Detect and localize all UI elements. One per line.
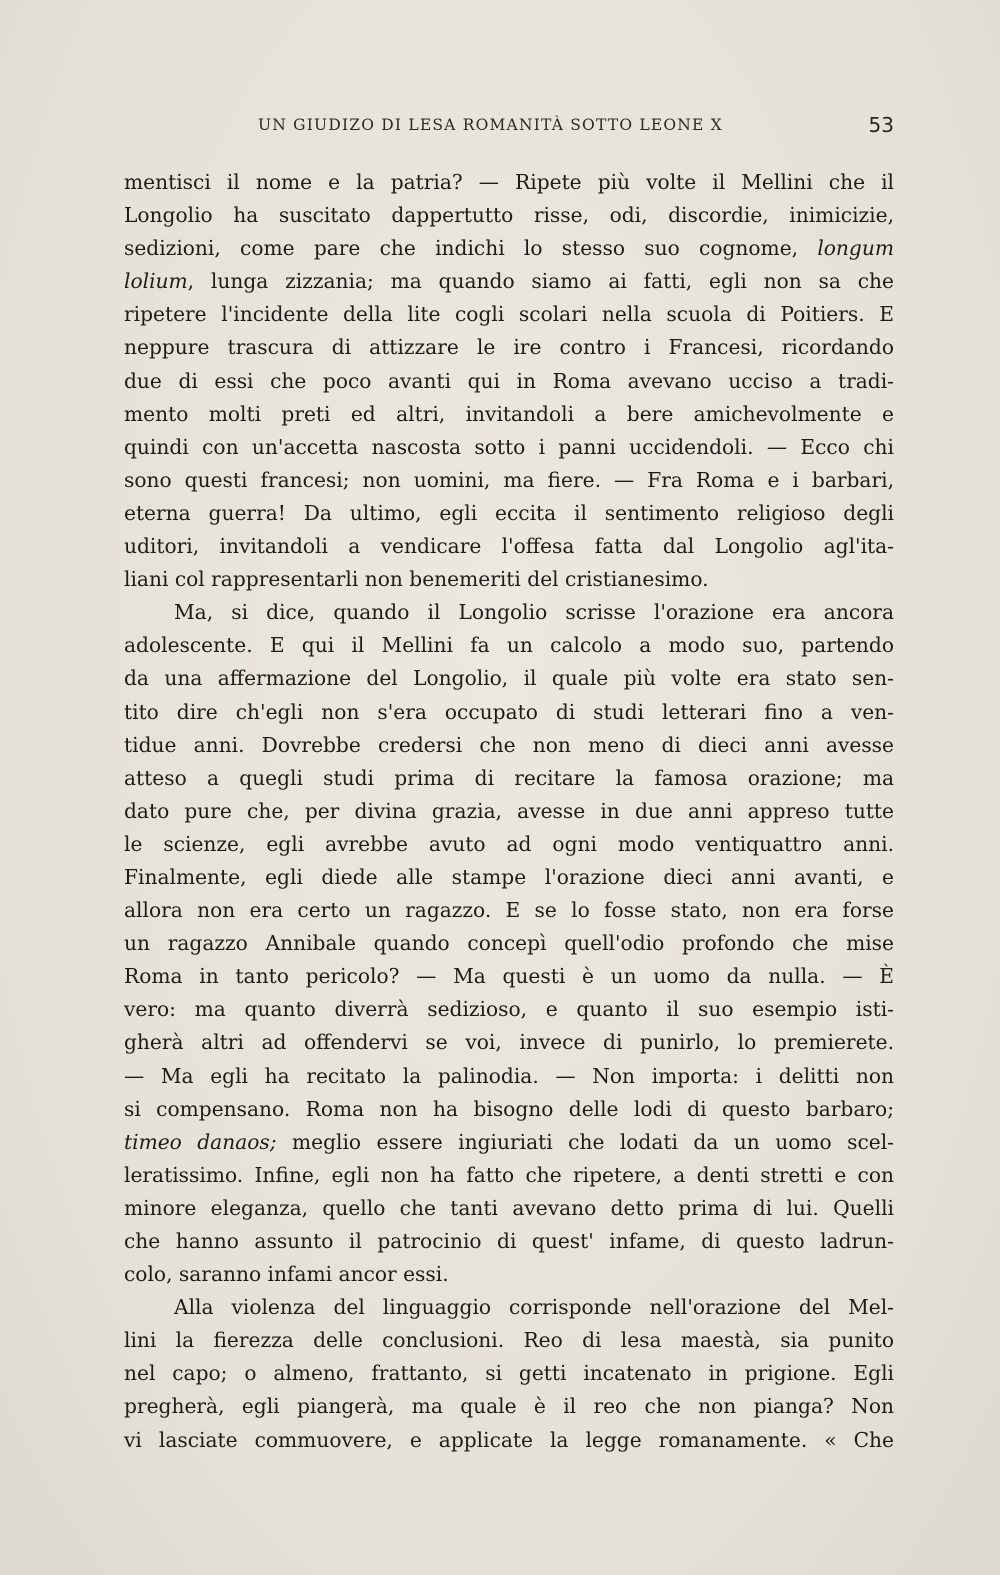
running-head: UN GIUDIZO DI LESA ROMANITÀ SOTTO LEONE X — [258, 116, 723, 134]
text-line: si compensano. Roma non ha bisogno delle lodi di questo barbaro; — [124, 1096, 894, 1121]
text-line: ripetere l'incidente della lite cogli scolari nella scuola di Poitiers. E — [124, 302, 894, 327]
text-line: un ragazzo Annibale quando concepì quell'odio profondo che mise — [124, 931, 894, 956]
text-line: liani col rappresentarli non benemeriti del cristianesimo. — [124, 567, 709, 592]
text-line: due di essi che poco avanti qui in Roma avevano ucciso a tradi- — [124, 368, 894, 393]
text-line: vero: ma quanto diverrà sedizioso, e quanto il suo esempio isti- — [124, 997, 894, 1022]
text-line: dato pure che, per divina grazia, avesse in due anni appreso tutte — [124, 798, 894, 823]
text-line: atteso a quegli studi prima di recitare la famosa orazione; ma — [124, 765, 894, 790]
text-line: lolium, lunga zizzania; ma quando siamo ai fatti, egli non sa che — [124, 269, 894, 294]
text-line: mentisci il nome e la patria? — Ripete più volte il Mellini che il — [124, 170, 894, 194]
text-line: da una affermazione del Longolio, il quale più volte era stato sen- — [124, 666, 894, 691]
text-line: minore eleganza, quello che tanti avevano detto prima di lui. Quelli — [124, 1195, 894, 1220]
text-line: sono questi francesi; non uomini, ma fiere. — Fra Roma e i barbari, — [124, 467, 894, 492]
text-line: eterna guerra! Da ultimo, egli eccita il sentimento religioso degli — [124, 500, 894, 525]
text-line: tidue anni. Dovrebbe credersi che non meno di dieci anni avesse — [124, 732, 894, 757]
text-line: adolescente. E qui il Mellini fa un calcolo a modo suo, partendo — [124, 633, 894, 658]
text-line: mento molti preti ed altri, invitandoli a bere amichevolmente e — [124, 401, 894, 426]
text-line: uditori, invitandoli a vendicare l'offesa fatta dal Longolio agl'ita- — [124, 534, 894, 559]
paragraph-start-line: Alla violenza del linguaggio corrisponde nell'orazione del Mel- — [174, 1295, 894, 1320]
italic-term: lolium — [124, 269, 188, 294]
paragraph-start-line: Ma, si dice, quando il Longolio scrisse l'orazione era ancora — [174, 600, 894, 625]
text-line: le scienze, egli avrebbe avuto ad ogni modo ventiquattro anni. — [124, 831, 894, 856]
page-number: 53 — [868, 113, 894, 137]
text-line: lini la fierezza delle conclusioni. Reo di lesa maestà, sia punito — [124, 1328, 894, 1353]
text-line: Roma in tanto pericolo? — Ma questi è un uomo da nulla. — È — [124, 964, 894, 989]
text-line: quindi con un'accetta nascosta sotto i panni uccidendoli. — Ecco chi — [124, 434, 894, 459]
text-line: sedizioni, come pare che indichi lo stesso suo cognome, longum — [124, 236, 894, 261]
text-line: Finalmente, egli diede alle stampe l'orazione dieci anni avanti, e — [124, 864, 894, 889]
text-line: leratissimo. Infine, egli non ha fatto che ripetere, a denti stretti e con — [124, 1162, 894, 1187]
text-line: Longolio ha suscitato dappertutto risse, odi, discordie, inimicizie, — [124, 203, 894, 228]
page-header — [124, 113, 894, 140]
text-line: nel capo; o almeno, frattanto, si getti incatenato in prigione. Egli — [124, 1361, 894, 1386]
text-line: colo, saranno infami ancor essi. — [124, 1262, 449, 1287]
text-line: tito dire ch'egli non s'era occupato di studi letterari fino a ven- — [124, 699, 894, 724]
text-line: vi lasciate commuovere, e applicate la legge romanamente. « Che — [124, 1427, 894, 1452]
text-line: neppure trascura di attizzare le ire contro i Francesi, ricordando — [124, 335, 894, 360]
text-line: pregherà, egli piangerà, ma quale è il reo che non pianga? Non — [124, 1394, 894, 1419]
italic-term: timeo danaos; — [124, 1129, 277, 1154]
italic-term: longum — [817, 236, 894, 261]
text-line: — Ma egli ha recitato la palinodia. — Non importa: i delitti non — [124, 1063, 894, 1088]
text-line: che hanno assunto il patrocinio di quest' infame, di questo ladrun- — [124, 1229, 894, 1253]
text-line: timeo danaos; meglio essere ingiuriati che lodati da un uomo scel- — [124, 1129, 894, 1154]
text-line: allora non era certo un ragazzo. E se lo fosse stato, non era forse — [124, 898, 894, 923]
text-line: gherà altri ad offendervi se voi, invece di punirlo, lo premierete. — [124, 1030, 894, 1055]
body-text — [124, 166, 894, 1457]
